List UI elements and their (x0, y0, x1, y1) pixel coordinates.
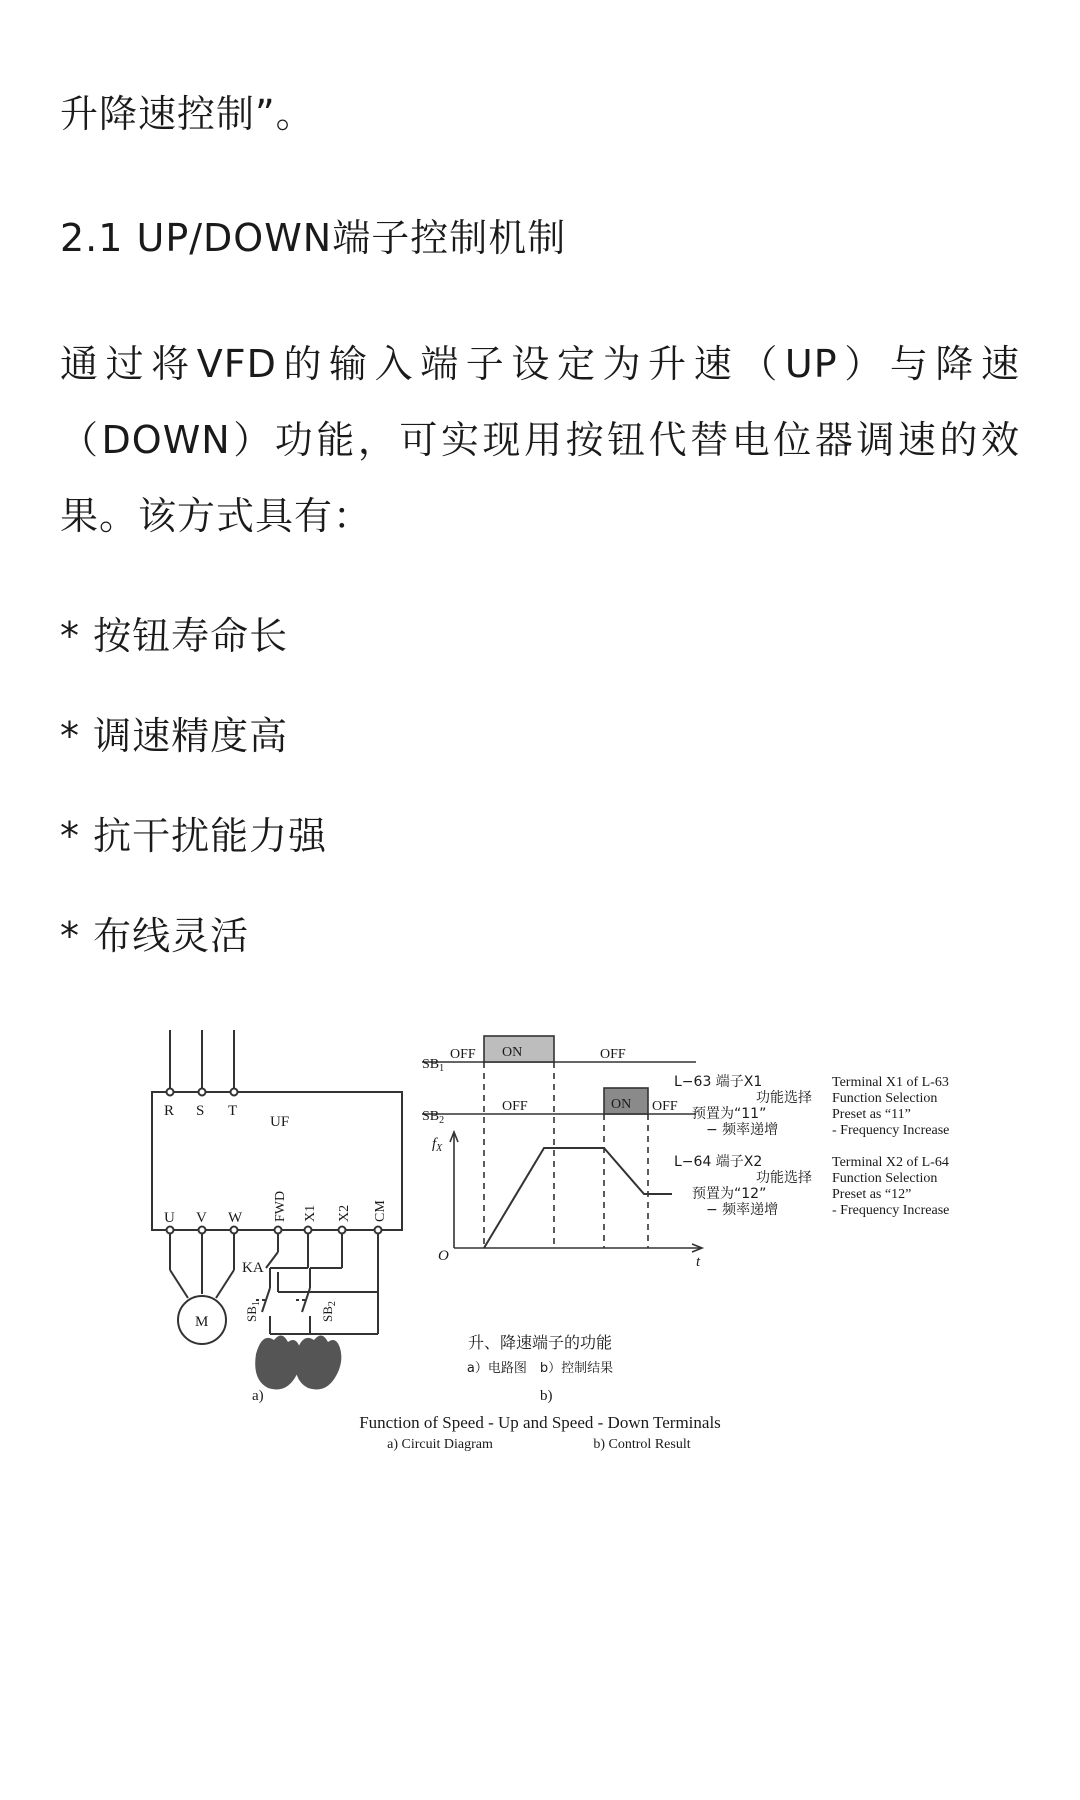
caption-cn-sub: a）电路图 b）控制结果 (466, 1361, 614, 1376)
bullet-item: * 按钮寿命长 (60, 614, 289, 658)
off-label: OFF (652, 1099, 678, 1114)
phase-label: R (164, 1103, 175, 1119)
svg-text:预置为“11”: 预置为“11” (692, 1106, 767, 1122)
svg-text:Terminal X1 of L-63: Terminal X1 of L-63 (832, 1075, 949, 1090)
svg-text:Preset as “11”: Preset as “11” (832, 1107, 911, 1122)
svg-text:− 频率递增: − 频率递增 (706, 1202, 779, 1218)
bullet-item: * 调速精度高 (60, 714, 289, 758)
svg-text:Preset as “12”: Preset as “12” (832, 1187, 912, 1202)
sb1-row-label: $SB_1$ (422, 1057, 445, 1074)
motor-label: M (195, 1314, 209, 1330)
bullet-item: * 抗干扰能力强 (60, 814, 328, 858)
caption-en-sub-a: a) Circuit Diagram (387, 1437, 493, 1452)
relay-label: KA (242, 1260, 264, 1276)
sb2-row-label: $SB_2$ (422, 1109, 445, 1126)
subfigure-b-label: b) (540, 1388, 553, 1404)
terminal-label: FWD (273, 1190, 288, 1222)
output-label: U (164, 1210, 175, 1226)
off-label: OFF (600, 1047, 626, 1062)
circuit-diagram (152, 1030, 402, 1344)
svg-text:功能选择: 功能选择 (756, 1090, 812, 1106)
svg-text:L−63 端子X1: L−63 端子X1 (674, 1074, 763, 1090)
annotation-l63 (674, 1073, 949, 1138)
svg-text:L−64 端子X2: L−64 端子X2 (674, 1154, 763, 1170)
svg-text:− 频率递增: − 频率递增 (706, 1122, 779, 1138)
svg-text:- Frequency Increase: - Frequency Increase (832, 1123, 950, 1138)
origin-label: O (438, 1248, 449, 1264)
svg-text:Function Selection: Function Selection (832, 1171, 938, 1186)
fx-axis-label: $f_X$ (432, 1136, 443, 1154)
caption-en: Function of Speed - Up and Speed - Down Terminals (359, 1413, 721, 1432)
off-label: OFF (450, 1047, 476, 1062)
svg-text:Function Selection: Function Selection (832, 1091, 938, 1106)
annotation-l64 (674, 1153, 949, 1218)
svg-text:- Frequency Increase: - Frequency Increase (832, 1203, 950, 1218)
svg-text:功能选择: 功能选择 (756, 1170, 812, 1186)
sb2-label: $SB_2$ (320, 1301, 338, 1322)
output-label: V (196, 1210, 207, 1226)
phase-label: T (228, 1103, 238, 1119)
on-label: ON (502, 1045, 523, 1060)
svg-text:预置为“12”: 预置为“12” (692, 1186, 767, 1202)
terminal-label: CM (373, 1200, 388, 1222)
intro-tail-text: 升降速控制”。 (60, 92, 315, 136)
output-label: W (228, 1210, 243, 1226)
pushbutton-hand-icon (255, 1335, 341, 1389)
on-label: ON (611, 1097, 632, 1112)
speed-terminal-figure (60, 1030, 1020, 1460)
off-label: OFF (502, 1099, 528, 1114)
caption-cn: 升、降速端子的功能 (467, 1333, 613, 1352)
section-heading: 2.1 UP/DOWN端子控制机制 (60, 216, 567, 260)
svg-text:Terminal X2 of L-64: Terminal X2 of L-64 (832, 1155, 949, 1170)
terminal-label: X1 (303, 1204, 318, 1222)
caption-en-sub-b: b) Control Result (593, 1437, 691, 1452)
terminal-label: X2 (337, 1204, 352, 1222)
body-paragraph: 通过将VFD的输入端子设定为升速（UP）与降速（DOWN）功能，可实现用按钮代替电位器调速的效果。该方式具有： (60, 342, 1020, 538)
sb1-label: $SB_1$ (244, 1301, 262, 1322)
time-axis-label: t (696, 1254, 701, 1270)
bullet-item: * 布线灵活 (60, 914, 250, 958)
phase-label: S (196, 1103, 205, 1119)
uf-label: UF (270, 1114, 290, 1130)
subfigure-a-label: a) (252, 1388, 264, 1404)
timing-diagram (422, 1036, 702, 1252)
